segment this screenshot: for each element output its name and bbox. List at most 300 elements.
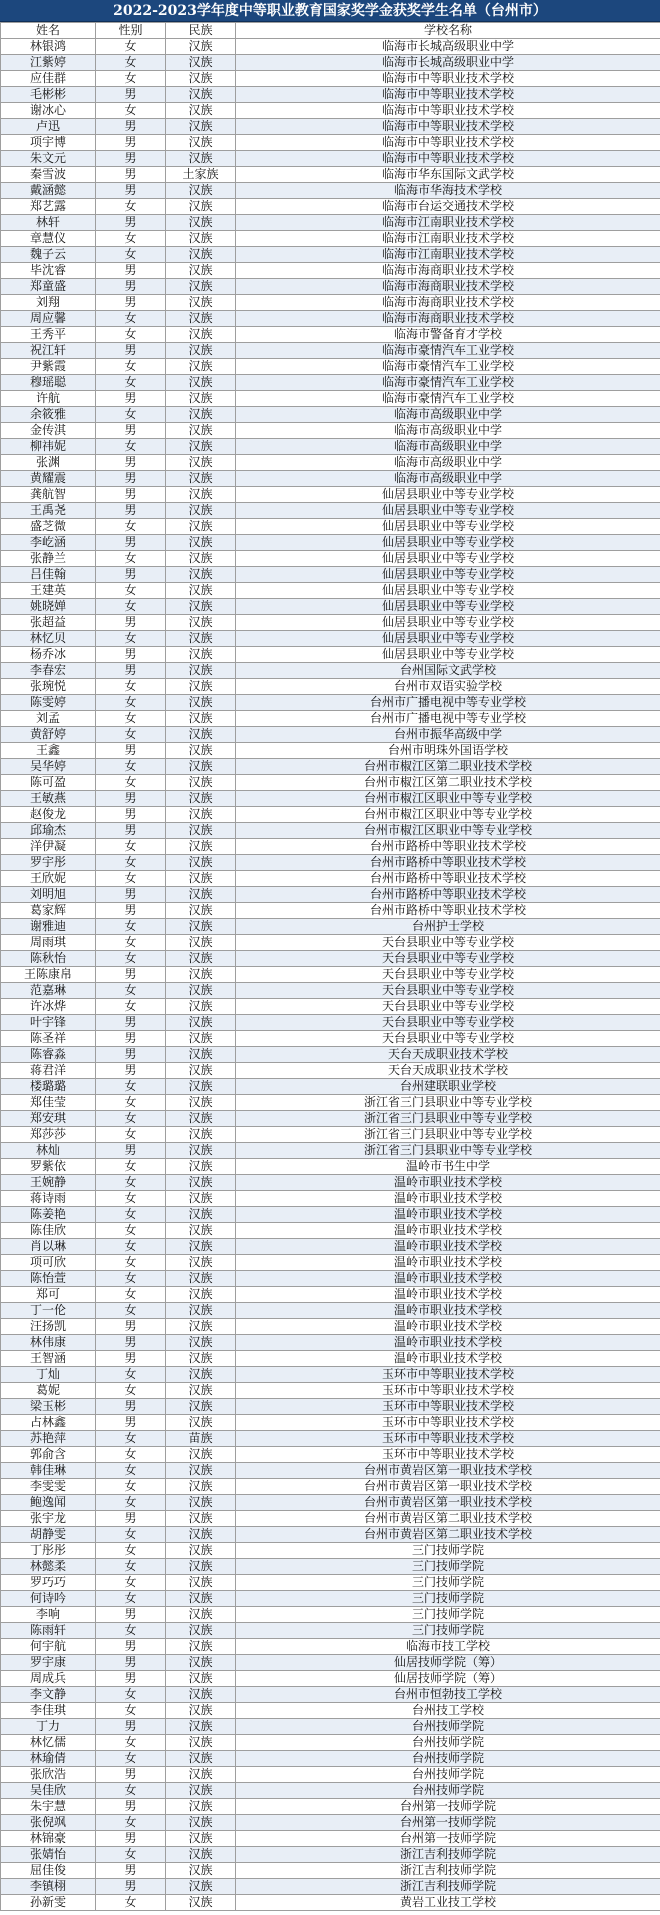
table-row	[1, 1847, 660, 1863]
cell-gender: 女	[96, 311, 166, 327]
sheet-title: 2022-2023学年度中等职业教育国家奖学金获奖学生名单（台州市）	[0, 0, 660, 22]
cell-school: 临海市江南职业技术学校	[236, 231, 660, 247]
table-row	[1, 903, 660, 919]
table-row	[1, 695, 660, 711]
cell-school: 临海市华海技术学校	[236, 183, 660, 199]
table-row	[1, 1799, 660, 1815]
cell-gender: 男	[96, 1335, 166, 1351]
cell-name: 项宇博	[1, 135, 96, 151]
cell-ethnicity: 汉族	[166, 887, 236, 903]
table-row	[1, 711, 660, 727]
cell-school: 玉环市中等职业技术学校	[236, 1399, 660, 1415]
cell-school: 台州市黄岩区第一职业技术学校	[236, 1479, 660, 1495]
cell-ethnicity: 汉族	[166, 935, 236, 951]
cell-ethnicity: 汉族	[166, 311, 236, 327]
cell-ethnicity: 汉族	[166, 1847, 236, 1863]
cell-name: 蒋君洋	[1, 1063, 96, 1079]
cell-name: 毕沈睿	[1, 263, 96, 279]
cell-ethnicity: 汉族	[166, 1783, 236, 1799]
cell-gender: 女	[96, 1735, 166, 1751]
cell-name: 林忆儒	[1, 1735, 96, 1751]
cell-name: 屈佳俊	[1, 1863, 96, 1879]
cell-school: 临海市长城高级职业中学	[236, 39, 660, 55]
cell-name: 卢迅	[1, 119, 96, 135]
cell-gender: 女	[96, 1367, 166, 1383]
table-row	[1, 1175, 660, 1191]
cell-school: 台州市椒江区职业中等专业学校	[236, 807, 660, 823]
cell-ethnicity: 汉族	[166, 551, 236, 567]
cell-school: 天台县职业中等专业学校	[236, 951, 660, 967]
table-row	[1, 135, 660, 151]
table-row	[1, 1367, 660, 1383]
cell-name: 吴华婷	[1, 759, 96, 775]
cell-school: 台州市黄岩区第二职业技术学校	[236, 1527, 660, 1543]
cell-name: 何诗吟	[1, 1591, 96, 1607]
cell-gender: 女	[96, 327, 166, 343]
cell-ethnicity: 汉族	[166, 1895, 236, 1911]
cell-name: 王鑫	[1, 743, 96, 759]
cell-ethnicity: 汉族	[166, 1495, 236, 1511]
table-row	[1, 967, 660, 983]
table-row	[1, 1143, 660, 1159]
cell-name: 吕佳翰	[1, 567, 96, 583]
cell-school: 临海市台运交通技术学校	[236, 199, 660, 215]
cell-name: 肖以琳	[1, 1239, 96, 1255]
cell-name: 楼璐璐	[1, 1079, 96, 1095]
table-row	[1, 503, 660, 519]
table-row	[1, 1815, 660, 1831]
cell-school: 天台县职业中等专业学校	[236, 935, 660, 951]
cell-name: 张静兰	[1, 551, 96, 567]
cell-ethnicity: 汉族	[166, 471, 236, 487]
cell-name: 谢冰心	[1, 103, 96, 119]
cell-name: 黄舒婷	[1, 727, 96, 743]
cell-school: 台州市路桥中等职业技术学校	[236, 839, 660, 855]
cell-school: 天台县职业中等专业学校	[236, 1015, 660, 1031]
cell-school: 台州市椒江区职业中等专业学校	[236, 823, 660, 839]
cell-school: 临海市中等职业技术学校	[236, 135, 660, 151]
cell-gender: 女	[96, 1303, 166, 1319]
cell-ethnicity: 苗族	[166, 1431, 236, 1447]
cell-ethnicity: 汉族	[166, 1271, 236, 1287]
table-row	[1, 199, 660, 215]
cell-name: 王敏燕	[1, 791, 96, 807]
cell-school: 浙江省三门县职业中等专业学校	[236, 1111, 660, 1127]
cell-gender: 男	[96, 487, 166, 503]
cell-gender: 女	[96, 1079, 166, 1095]
cell-gender: 女	[96, 1559, 166, 1575]
cell-name: 郑佳莹	[1, 1095, 96, 1111]
cell-school: 玉环市中等职业技术学校	[236, 1431, 660, 1447]
cell-school: 台州市椒江区职业中等专业学校	[236, 791, 660, 807]
cell-name: 刘翔	[1, 295, 96, 311]
cell-school: 三门技师学院	[236, 1623, 660, 1639]
table-row	[1, 1255, 660, 1271]
cell-gender: 男	[96, 1319, 166, 1335]
cell-ethnicity: 汉族	[166, 407, 236, 423]
cell-gender: 男	[96, 1799, 166, 1815]
cell-name: 金传淇	[1, 423, 96, 439]
cell-ethnicity: 汉族	[166, 1287, 236, 1303]
cell-name: 李佳琪	[1, 1703, 96, 1719]
table-row	[1, 1655, 660, 1671]
table-row	[1, 295, 660, 311]
cell-gender: 女	[96, 1703, 166, 1719]
table-row	[1, 583, 660, 599]
cell-school: 临海市中等职业技术学校	[236, 151, 660, 167]
cell-gender: 女	[96, 1527, 166, 1543]
cell-school: 台州技师学院	[236, 1767, 660, 1783]
cell-school: 台州市路桥中等职业技术学校	[236, 903, 660, 919]
cell-ethnicity: 汉族	[166, 711, 236, 727]
table-row	[1, 1783, 660, 1799]
cell-name: 张婧怡	[1, 1847, 96, 1863]
cell-name: 周雨琪	[1, 935, 96, 951]
cell-ethnicity: 汉族	[166, 807, 236, 823]
cell-name: 王陈康帛	[1, 967, 96, 983]
cell-name: 许航	[1, 391, 96, 407]
cell-gender: 女	[96, 1287, 166, 1303]
cell-ethnicity: 汉族	[166, 199, 236, 215]
cell-school: 三门技师学院	[236, 1543, 660, 1559]
cell-gender: 男	[96, 1351, 166, 1367]
cell-school: 台州市双语实验学校	[236, 679, 660, 695]
cell-gender: 女	[96, 1255, 166, 1271]
table-row	[1, 1031, 660, 1047]
cell-gender: 女	[96, 839, 166, 855]
cell-ethnicity: 汉族	[166, 247, 236, 263]
cell-gender: 男	[96, 151, 166, 167]
table-row	[1, 951, 660, 967]
cell-school: 天台县职业中等专业学校	[236, 983, 660, 999]
cell-ethnicity: 汉族	[166, 231, 236, 247]
cell-gender: 女	[96, 951, 166, 967]
table-row	[1, 1191, 660, 1207]
award-table	[0, 22, 660, 1911]
cell-school: 临海市中等职业技术学校	[236, 119, 660, 135]
table-row	[1, 1831, 660, 1847]
table-row	[1, 791, 660, 807]
cell-gender: 女	[96, 1431, 166, 1447]
cell-ethnicity: 汉族	[166, 1623, 236, 1639]
table-row	[1, 1015, 660, 1031]
table-row	[1, 247, 660, 263]
cell-name: 张倪飒	[1, 1815, 96, 1831]
cell-gender: 女	[96, 1479, 166, 1495]
cell-name: 龚航智	[1, 487, 96, 503]
cell-ethnicity: 土家族	[166, 167, 236, 183]
cell-gender: 男	[96, 663, 166, 679]
cell-ethnicity: 汉族	[166, 1239, 236, 1255]
cell-gender: 男	[96, 391, 166, 407]
cell-ethnicity: 汉族	[166, 1383, 236, 1399]
table-body	[1, 39, 660, 1911]
cell-ethnicity: 汉族	[166, 391, 236, 407]
cell-school: 仙居县职业中等专业学校	[236, 535, 660, 551]
cell-name: 陈可盈	[1, 775, 96, 791]
header-ethnicity: 民族	[166, 23, 236, 39]
cell-school: 温岭市职业技术学校	[236, 1207, 660, 1223]
table-row	[1, 1335, 660, 1351]
cell-ethnicity: 汉族	[166, 871, 236, 887]
cell-name: 丁力	[1, 1719, 96, 1735]
cell-name: 朱宇慧	[1, 1799, 96, 1815]
cell-gender: 女	[96, 599, 166, 615]
cell-gender: 男	[96, 1015, 166, 1031]
cell-school: 临海市中等职业技术学校	[236, 103, 660, 119]
cell-ethnicity: 汉族	[166, 839, 236, 855]
header-gender: 性别	[96, 23, 166, 39]
cell-name: 韩佳琳	[1, 1463, 96, 1479]
table-row	[1, 1671, 660, 1687]
cell-school: 仙居县职业中等专业学校	[236, 519, 660, 535]
cell-ethnicity: 汉族	[166, 55, 236, 71]
cell-gender: 男	[96, 1399, 166, 1415]
cell-name: 穆瑶聪	[1, 375, 96, 391]
table-row	[1, 1207, 660, 1223]
cell-gender: 女	[96, 1159, 166, 1175]
cell-name: 蒋诗雨	[1, 1191, 96, 1207]
cell-ethnicity: 汉族	[166, 183, 236, 199]
table-row	[1, 599, 660, 615]
cell-ethnicity: 汉族	[166, 1527, 236, 1543]
cell-gender: 女	[96, 407, 166, 423]
cell-name: 姚晓婵	[1, 599, 96, 615]
cell-gender: 女	[96, 919, 166, 935]
cell-gender: 女	[96, 583, 166, 599]
cell-gender: 男	[96, 295, 166, 311]
cell-ethnicity: 汉族	[166, 615, 236, 631]
cell-ethnicity: 汉族	[166, 1063, 236, 1079]
cell-name: 丁一伦	[1, 1303, 96, 1319]
cell-gender: 男	[96, 1031, 166, 1047]
cell-gender: 女	[96, 999, 166, 1015]
cell-name: 祝江轩	[1, 343, 96, 359]
cell-school: 台州市路桥中等职业技术学校	[236, 871, 660, 887]
cell-name: 汪扬凯	[1, 1319, 96, 1335]
cell-school: 三门技师学院	[236, 1575, 660, 1591]
cell-school: 台州市黄岩区第一职业技术学校	[236, 1495, 660, 1511]
table-row	[1, 871, 660, 887]
table-row	[1, 55, 660, 71]
table-row	[1, 311, 660, 327]
cell-ethnicity: 汉族	[166, 1447, 236, 1463]
table-row	[1, 1543, 660, 1559]
cell-gender: 女	[96, 695, 166, 711]
cell-ethnicity: 汉族	[166, 1095, 236, 1111]
cell-name: 林灿	[1, 1143, 96, 1159]
cell-school: 玉环市中等职业技术学校	[236, 1367, 660, 1383]
cell-ethnicity: 汉族	[166, 1015, 236, 1031]
cell-school: 台州市椒江区第二职业技术学校	[236, 775, 660, 791]
cell-school: 临海市高级职业中学	[236, 407, 660, 423]
cell-gender: 女	[96, 1127, 166, 1143]
table-row	[1, 1863, 660, 1879]
table-row	[1, 1703, 660, 1719]
table-row	[1, 487, 660, 503]
cell-ethnicity: 汉族	[166, 567, 236, 583]
cell-ethnicity: 汉族	[166, 1831, 236, 1847]
cell-school: 温岭市职业技术学校	[236, 1255, 660, 1271]
table-row	[1, 471, 660, 487]
cell-name: 黄耀震	[1, 471, 96, 487]
table-row	[1, 935, 660, 951]
cell-gender: 男	[96, 967, 166, 983]
table-row	[1, 1495, 660, 1511]
cell-ethnicity: 汉族	[166, 1751, 236, 1767]
cell-ethnicity: 汉族	[166, 343, 236, 359]
cell-name: 张超益	[1, 615, 96, 631]
cell-name: 柳祎妮	[1, 439, 96, 455]
table-row	[1, 1351, 660, 1367]
cell-gender: 女	[96, 1687, 166, 1703]
table-row	[1, 1735, 660, 1751]
cell-name: 罗宇康	[1, 1655, 96, 1671]
cell-school: 温岭市职业技术学校	[236, 1271, 660, 1287]
cell-school: 台州市路桥中等职业技术学校	[236, 855, 660, 871]
cell-name: 张欣浩	[1, 1767, 96, 1783]
cell-gender: 女	[96, 1383, 166, 1399]
cell-school: 台州第一技师学院	[236, 1799, 660, 1815]
cell-school: 温岭市职业技术学校	[236, 1319, 660, 1335]
table-row	[1, 647, 660, 663]
cell-ethnicity: 汉族	[166, 1175, 236, 1191]
cell-gender: 男	[96, 263, 166, 279]
table-row	[1, 375, 660, 391]
cell-ethnicity: 汉族	[166, 1543, 236, 1559]
table-row	[1, 807, 660, 823]
cell-school: 台州国际文武学校	[236, 663, 660, 679]
cell-school: 台州建联职业学校	[236, 1079, 660, 1095]
cell-gender: 男	[96, 1607, 166, 1623]
table-row	[1, 679, 660, 695]
cell-gender: 女	[96, 55, 166, 71]
table-row	[1, 567, 660, 583]
table-row	[1, 1079, 660, 1095]
cell-school: 台州技工学校	[236, 1703, 660, 1719]
cell-school: 天台县职业中等专业学校	[236, 1031, 660, 1047]
cell-name: 林伟康	[1, 1335, 96, 1351]
table-row	[1, 423, 660, 439]
cell-school: 临海市高级职业中学	[236, 455, 660, 471]
cell-gender: 男	[96, 87, 166, 103]
cell-gender: 女	[96, 359, 166, 375]
cell-ethnicity: 汉族	[166, 727, 236, 743]
cell-gender: 女	[96, 679, 166, 695]
cell-ethnicity: 汉族	[166, 1351, 236, 1367]
cell-school: 仙居县职业中等专业学校	[236, 583, 660, 599]
table-row	[1, 151, 660, 167]
cell-ethnicity: 汉族	[166, 663, 236, 679]
cell-name: 林瑜倩	[1, 1751, 96, 1767]
cell-gender: 女	[96, 1895, 166, 1911]
cell-school: 天台天成职业技术学校	[236, 1063, 660, 1079]
cell-school: 温岭市职业技术学校	[236, 1191, 660, 1207]
cell-name: 陈睿淼	[1, 1047, 96, 1063]
table-row	[1, 759, 660, 775]
cell-ethnicity: 汉族	[166, 695, 236, 711]
table-row	[1, 1447, 660, 1463]
cell-ethnicity: 汉族	[166, 375, 236, 391]
cell-school: 台州第一技师学院	[236, 1831, 660, 1847]
cell-name: 陈姜艳	[1, 1207, 96, 1223]
cell-gender: 女	[96, 1543, 166, 1559]
cell-ethnicity: 汉族	[166, 1719, 236, 1735]
cell-ethnicity: 汉族	[166, 327, 236, 343]
cell-school: 临海市警备育才学校	[236, 327, 660, 343]
table-row	[1, 1271, 660, 1287]
cell-name: 江紫婷	[1, 55, 96, 71]
cell-ethnicity: 汉族	[166, 71, 236, 87]
table-row	[1, 1287, 660, 1303]
table-row	[1, 439, 660, 455]
cell-school: 台州技师学院	[236, 1735, 660, 1751]
table-row	[1, 919, 660, 935]
cell-ethnicity: 汉族	[166, 919, 236, 935]
table-row	[1, 231, 660, 247]
cell-gender: 女	[96, 1111, 166, 1127]
cell-ethnicity: 汉族	[166, 1735, 236, 1751]
cell-school: 仙居县职业中等专业学校	[236, 631, 660, 647]
cell-gender: 女	[96, 39, 166, 55]
cell-ethnicity: 汉族	[166, 1575, 236, 1591]
table-row	[1, 551, 660, 567]
cell-name: 王智涵	[1, 1351, 96, 1367]
header-school: 学校名称	[236, 23, 660, 39]
cell-gender: 女	[96, 1191, 166, 1207]
cell-school: 台州市黄岩区第一职业技术学校	[236, 1463, 660, 1479]
cell-ethnicity: 汉族	[166, 1559, 236, 1575]
cell-ethnicity: 汉族	[166, 583, 236, 599]
cell-name: 刘孟	[1, 711, 96, 727]
table-row	[1, 1479, 660, 1495]
cell-ethnicity: 汉族	[166, 263, 236, 279]
table-row	[1, 1719, 660, 1735]
cell-name: 罗宇彤	[1, 855, 96, 871]
cell-school: 温岭市职业技术学校	[236, 1351, 660, 1367]
cell-name: 占林鑫	[1, 1415, 96, 1431]
cell-name: 王欣妮	[1, 871, 96, 887]
cell-name: 应佳群	[1, 71, 96, 87]
cell-name: 陈圣祥	[1, 1031, 96, 1047]
cell-school: 台州护士学校	[236, 919, 660, 935]
cell-gender: 男	[96, 823, 166, 839]
cell-school: 临海市豪情汽车工业学校	[236, 343, 660, 359]
cell-ethnicity: 汉族	[166, 775, 236, 791]
cell-gender: 女	[96, 1463, 166, 1479]
cell-school: 温岭市职业技术学校	[236, 1223, 660, 1239]
cell-name: 林懿柔	[1, 1559, 96, 1575]
cell-name: 张琬悦	[1, 679, 96, 695]
table-row	[1, 1591, 660, 1607]
cell-school: 临海市海商职业技术学校	[236, 295, 660, 311]
cell-ethnicity: 汉族	[166, 1799, 236, 1815]
cell-gender: 男	[96, 647, 166, 663]
cell-name: 赵俊龙	[1, 807, 96, 823]
cell-gender: 男	[96, 167, 166, 183]
cell-ethnicity: 汉族	[166, 1207, 236, 1223]
cell-school: 台州市明珠外国语学校	[236, 743, 660, 759]
cell-school: 临海市高级职业中学	[236, 423, 660, 439]
cell-ethnicity: 汉族	[166, 151, 236, 167]
cell-school: 浙江吉利技师学院	[236, 1847, 660, 1863]
cell-gender: 男	[96, 455, 166, 471]
cell-gender: 男	[96, 903, 166, 919]
table-row	[1, 1127, 660, 1143]
cell-gender: 女	[96, 247, 166, 263]
cell-gender: 女	[96, 1751, 166, 1767]
table-row	[1, 663, 660, 679]
